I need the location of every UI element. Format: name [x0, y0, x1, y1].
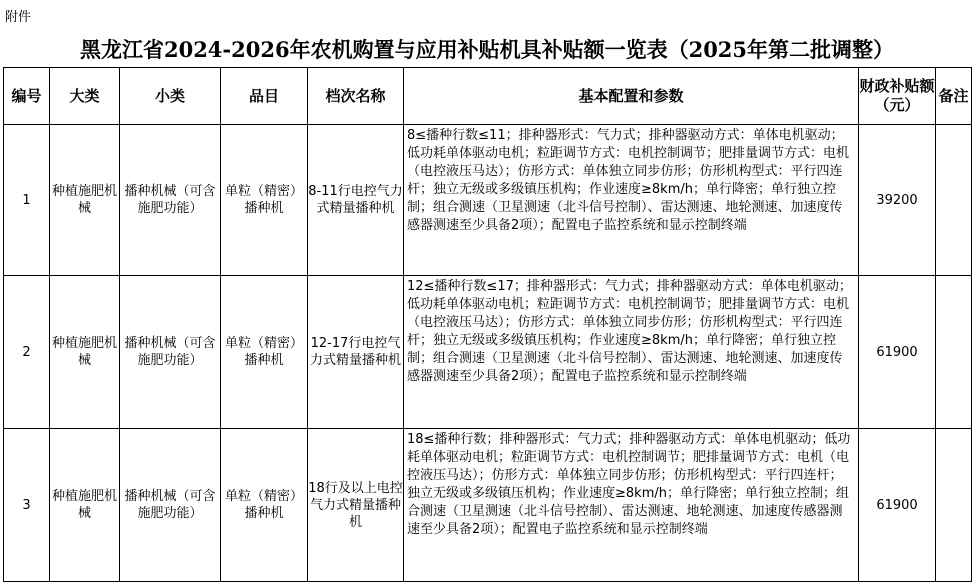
header-remark: 备注	[936, 68, 972, 125]
subsidy-table	[3, 67, 972, 582]
cell-spec: 8≤播种行数≤11；排种器形式：气力式；排种器驱动方式：单体电机驱动；低功耗单体驱动电机；粒距调节方式：电机控制调节；肥排量调节方式：电机（电控液压马达）；仿形方式：单体独立同步仿形；仿形机构型式：平行四连杆；独立无级或多级镇压机构；作业速度≥8km/h；单行降密；单行独立控制；组合测速（卫星测速（北斗信号控制）、雷达测速、地轮测速、加速度传感器测速至少具备2项）；配置电子监控系统和显示控制终端	[404, 125, 859, 276]
cell-subcategory: 播种机械（可含施肥功能）	[120, 276, 221, 429]
header-grade: 档次名称	[308, 68, 404, 125]
table-row	[4, 429, 972, 582]
cell-grade: 18行及以上电控气力式精量播种机	[308, 429, 404, 582]
annex-label: 附件	[5, 10, 32, 25]
cell-item: 单粒（精密）播种机	[221, 276, 308, 429]
cell-remark	[936, 276, 972, 429]
cell-remark	[936, 125, 972, 276]
cell-spec: 18≤播种行数；排种器形式：气力式；排种器驱动方式：单体电机驱动；低功耗单体驱动电机；粒距调节方式：电机控制调节；肥排量调节方式：电机（电控液压马达）；仿形方式：单体独立同步仿形；仿形机构型式：平行四连杆；独立无级或多级镇压机构；作业速度≥8km/h；单行降密；单行独立控制；组合测速（卫星测速（北斗信号控制）、雷达测速、地轮测速、加速度传感器测速至少具备2项）；配置电子监控系统和显示控制终端	[404, 429, 859, 582]
header-no: 编号	[4, 68, 50, 125]
cell-item: 单粒（精密）播种机	[221, 429, 308, 582]
header-row	[4, 68, 972, 125]
cell-subcategory: 播种机械（可含施肥功能）	[120, 429, 221, 582]
cell-category: 种植施肥机械	[50, 276, 120, 429]
cell-grade: 8-11行电控气力式精量播种机	[308, 125, 404, 276]
cell-spec: 12≤播种行数≤17；排种器形式：气力式；排种器驱动方式：单体电机驱动；低功耗单体驱动电机；粒距调节方式：电机控制调节；肥排量调节方式：电机（电控液压马达）；仿形方式：单体独立同步仿形；仿形机构型式：平行四连杆；独立无级或多级镇压机构；作业速度≥8km/h；单行降密；单行独立控制；组合测速（卫星测速（北斗信号控制）、雷达测速、地轮测速、加速度传感器测速至少具备2项）；配置电子监控系统和显示控制终端	[404, 276, 859, 429]
cell-subsidy: 39200	[859, 125, 936, 276]
header-item: 品目	[221, 68, 308, 125]
cell-category: 种植施肥机械	[50, 125, 120, 276]
header-spec: 基本配置和参数	[404, 68, 859, 125]
header-subsidy: 财政补贴额（元）	[859, 68, 936, 125]
cell-remark	[936, 429, 972, 582]
table-row	[4, 125, 972, 276]
cell-subsidy: 61900	[859, 276, 936, 429]
page-title: 黑龙江省2024-2026年农机购置与应用补贴机具补贴额一览表（2025年第二批调整）	[79, 37, 895, 62]
cell-no: 2	[4, 276, 50, 429]
cell-no: 3	[4, 429, 50, 582]
cell-item: 单粒（精密）播种机	[221, 125, 308, 276]
header-subcategory: 小类	[120, 68, 221, 125]
cell-subcategory: 播种机械（可含施肥功能）	[120, 125, 221, 276]
header-category: 大类	[50, 68, 120, 125]
table-row	[4, 276, 972, 429]
cell-subsidy: 61900	[859, 429, 936, 582]
cell-grade: 12-17行电控气力式精量播种机	[308, 276, 404, 429]
cell-category: 种植施肥机械	[50, 429, 120, 582]
cell-no: 1	[4, 125, 50, 276]
